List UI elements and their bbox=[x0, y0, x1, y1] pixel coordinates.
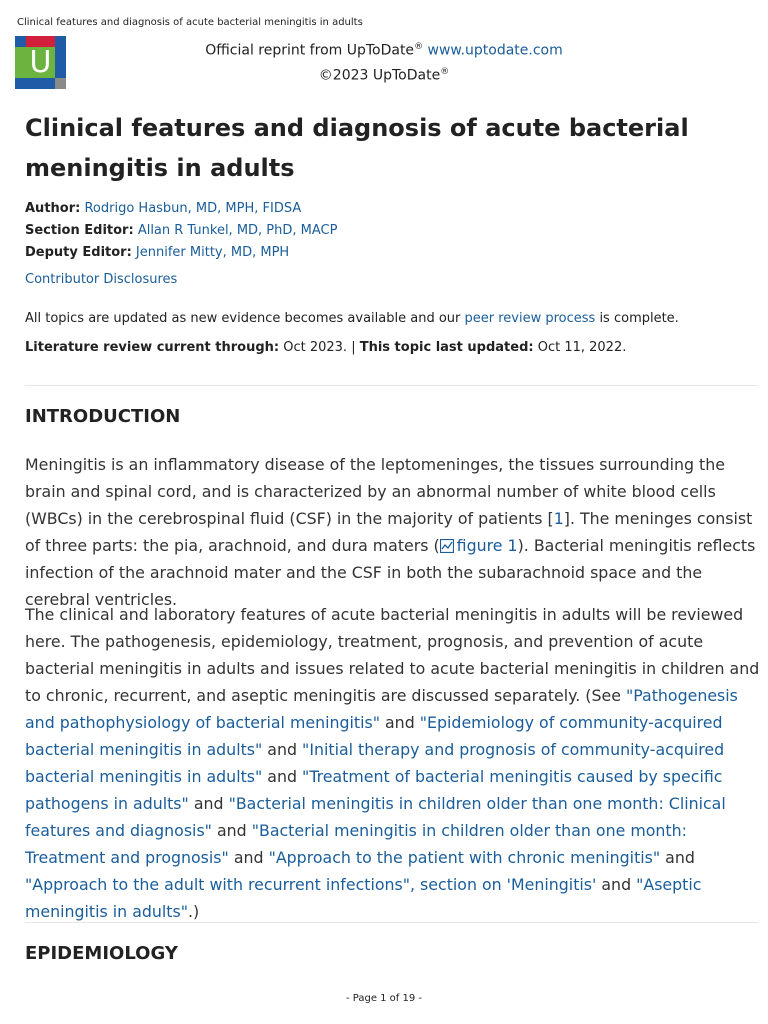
last-updated-value: Oct 11, 2022. bbox=[533, 340, 627, 355]
peer-review-link[interactable]: peer review process bbox=[464, 311, 596, 326]
reprint-text: Official reprint from UpToDate bbox=[205, 42, 415, 59]
uptodate-url-link[interactable]: www.uptodate.com bbox=[427, 42, 563, 59]
section-editor-link[interactable]: Allan R Tunkel, MD, PhD, MACP bbox=[137, 223, 338, 238]
svg-text:U: U bbox=[29, 45, 52, 80]
page-title: Clinical features and diagnosis of acute bacterial meningitis in adults bbox=[25, 114, 689, 182]
epidemiology-heading: EPIDEMIOLOGY bbox=[25, 943, 178, 964]
divider bbox=[25, 385, 758, 386]
topic-link[interactable]: "Initial therapy and prognosis of community-acquired bacterial meningitis in adults" bbox=[25, 740, 725, 786]
update-notice: All topics are updated as new evidence becomes available and our peer review process is complete. bbox=[25, 311, 679, 326]
deputy-editor-label: Deputy Editor: bbox=[25, 245, 132, 260]
intro-paragraph-1: Meningitis is an inflammatory disease of the leptomeninges, the tissues surrounding the brain and spinal cord, and is characterized by an abnormal number of white blood cells (WBCs) in the cerebrospinal fluid (CSF) in the majority of patients [1]. The meninges consist of three parts: the pia, arachnoid, and dura maters ( figure 1). Bacterial meningitis reflects infection of the arachnoid mater and the CSF in both the subarachnoid space and the cerebral ventricles. bbox=[25, 455, 756, 609]
topic-link[interactable]: "Approach to the adult with recurrent infections", section on 'Meningitis' bbox=[25, 875, 597, 894]
reference-link-1[interactable]: 1 bbox=[553, 509, 564, 528]
review-dates bbox=[25, 340, 626, 355]
divider bbox=[25, 922, 758, 923]
graphic-icon bbox=[440, 539, 454, 553]
intro-paragraph-2: The clinical and laboratory features of acute bacterial meningitis in adults will be reviewed here. The pathogenesis, epidemiology, treatment, prognosis, and prevention of acute bacterial meningitis in adults and issues related to acute bacterial meningitis in children and to chronic, recurrent, and aseptic meningitis are discussed separately. (See "Pathogenesis and pathophysiology of bacterial meningitis" and "Epidemiology of community-acquired bacterial meningitis in adults" and "Initial therapy and prognosis of community-acquired bacterial meningitis in adults" and "Treatment of bacterial meningitis caused by specific pathogens in adults" and "Bacterial meningitis in children older than one month: Clinical features and diagnosis" and "Bacterial meningitis in children older than one month: Treatment and prognosis" and "Approach to the patient with chronic meningitis" and "Approach to the adult with recurrent infections", section on 'Meningitis' and "Aseptic meningitis in adults".) bbox=[25, 605, 760, 921]
last-updated-label: This topic last updated: bbox=[359, 340, 534, 355]
author-link[interactable]: Rodrigo Hasbun, MD, MPH, FIDSA bbox=[84, 201, 302, 216]
topic-link[interactable]: "Aseptic meningitis in adults" bbox=[25, 875, 702, 921]
topic-link[interactable]: "Bacterial meningitis in children older than one month: Treatment and prognosis" bbox=[25, 821, 687, 867]
page-number: - Page 1 of 19 - bbox=[345, 993, 423, 1004]
introduction-heading: INTRODUCTION bbox=[25, 406, 181, 427]
contributor-disclosures-link[interactable]: Contributor Disclosures bbox=[25, 272, 178, 287]
figure-1-link[interactable]: figure 1 bbox=[440, 536, 518, 555]
topic-link[interactable]: "Treatment of bacterial meningitis caused by specific pathogens in adults" bbox=[25, 767, 723, 813]
author-block bbox=[25, 198, 337, 264]
section-editor-label: Section Editor: bbox=[25, 223, 134, 238]
topic-link[interactable]: "Pathogenesis and pathophysiology of bacterial meningitis" bbox=[25, 686, 738, 732]
topic-link[interactable]: "Approach to the patient with chronic meningitis" bbox=[268, 848, 661, 867]
copyright-text: ©2023 UpToDate bbox=[318, 67, 441, 84]
lit-review-value: Oct 2023. | bbox=[279, 340, 360, 355]
print-header: Clinical features and diagnosis of acute bacterial meningitis in adults bbox=[17, 17, 363, 28]
lit-review-label: Literature review current through: bbox=[25, 340, 280, 355]
topic-link[interactable]: "Bacterial meningitis in children older than one month: Clinical features and diagnosis" bbox=[25, 794, 726, 840]
author-label: Author: bbox=[25, 201, 81, 216]
reprint-notice: Official reprint from UpToDate® www.uptodate.com ©2023 UpToDate® bbox=[205, 42, 563, 84]
deputy-editor-link[interactable]: Jennifer Mitty, MD, MPH bbox=[135, 245, 290, 260]
topic-link[interactable]: "Epidemiology of community-acquired bacterial meningitis in adults" bbox=[25, 713, 723, 759]
